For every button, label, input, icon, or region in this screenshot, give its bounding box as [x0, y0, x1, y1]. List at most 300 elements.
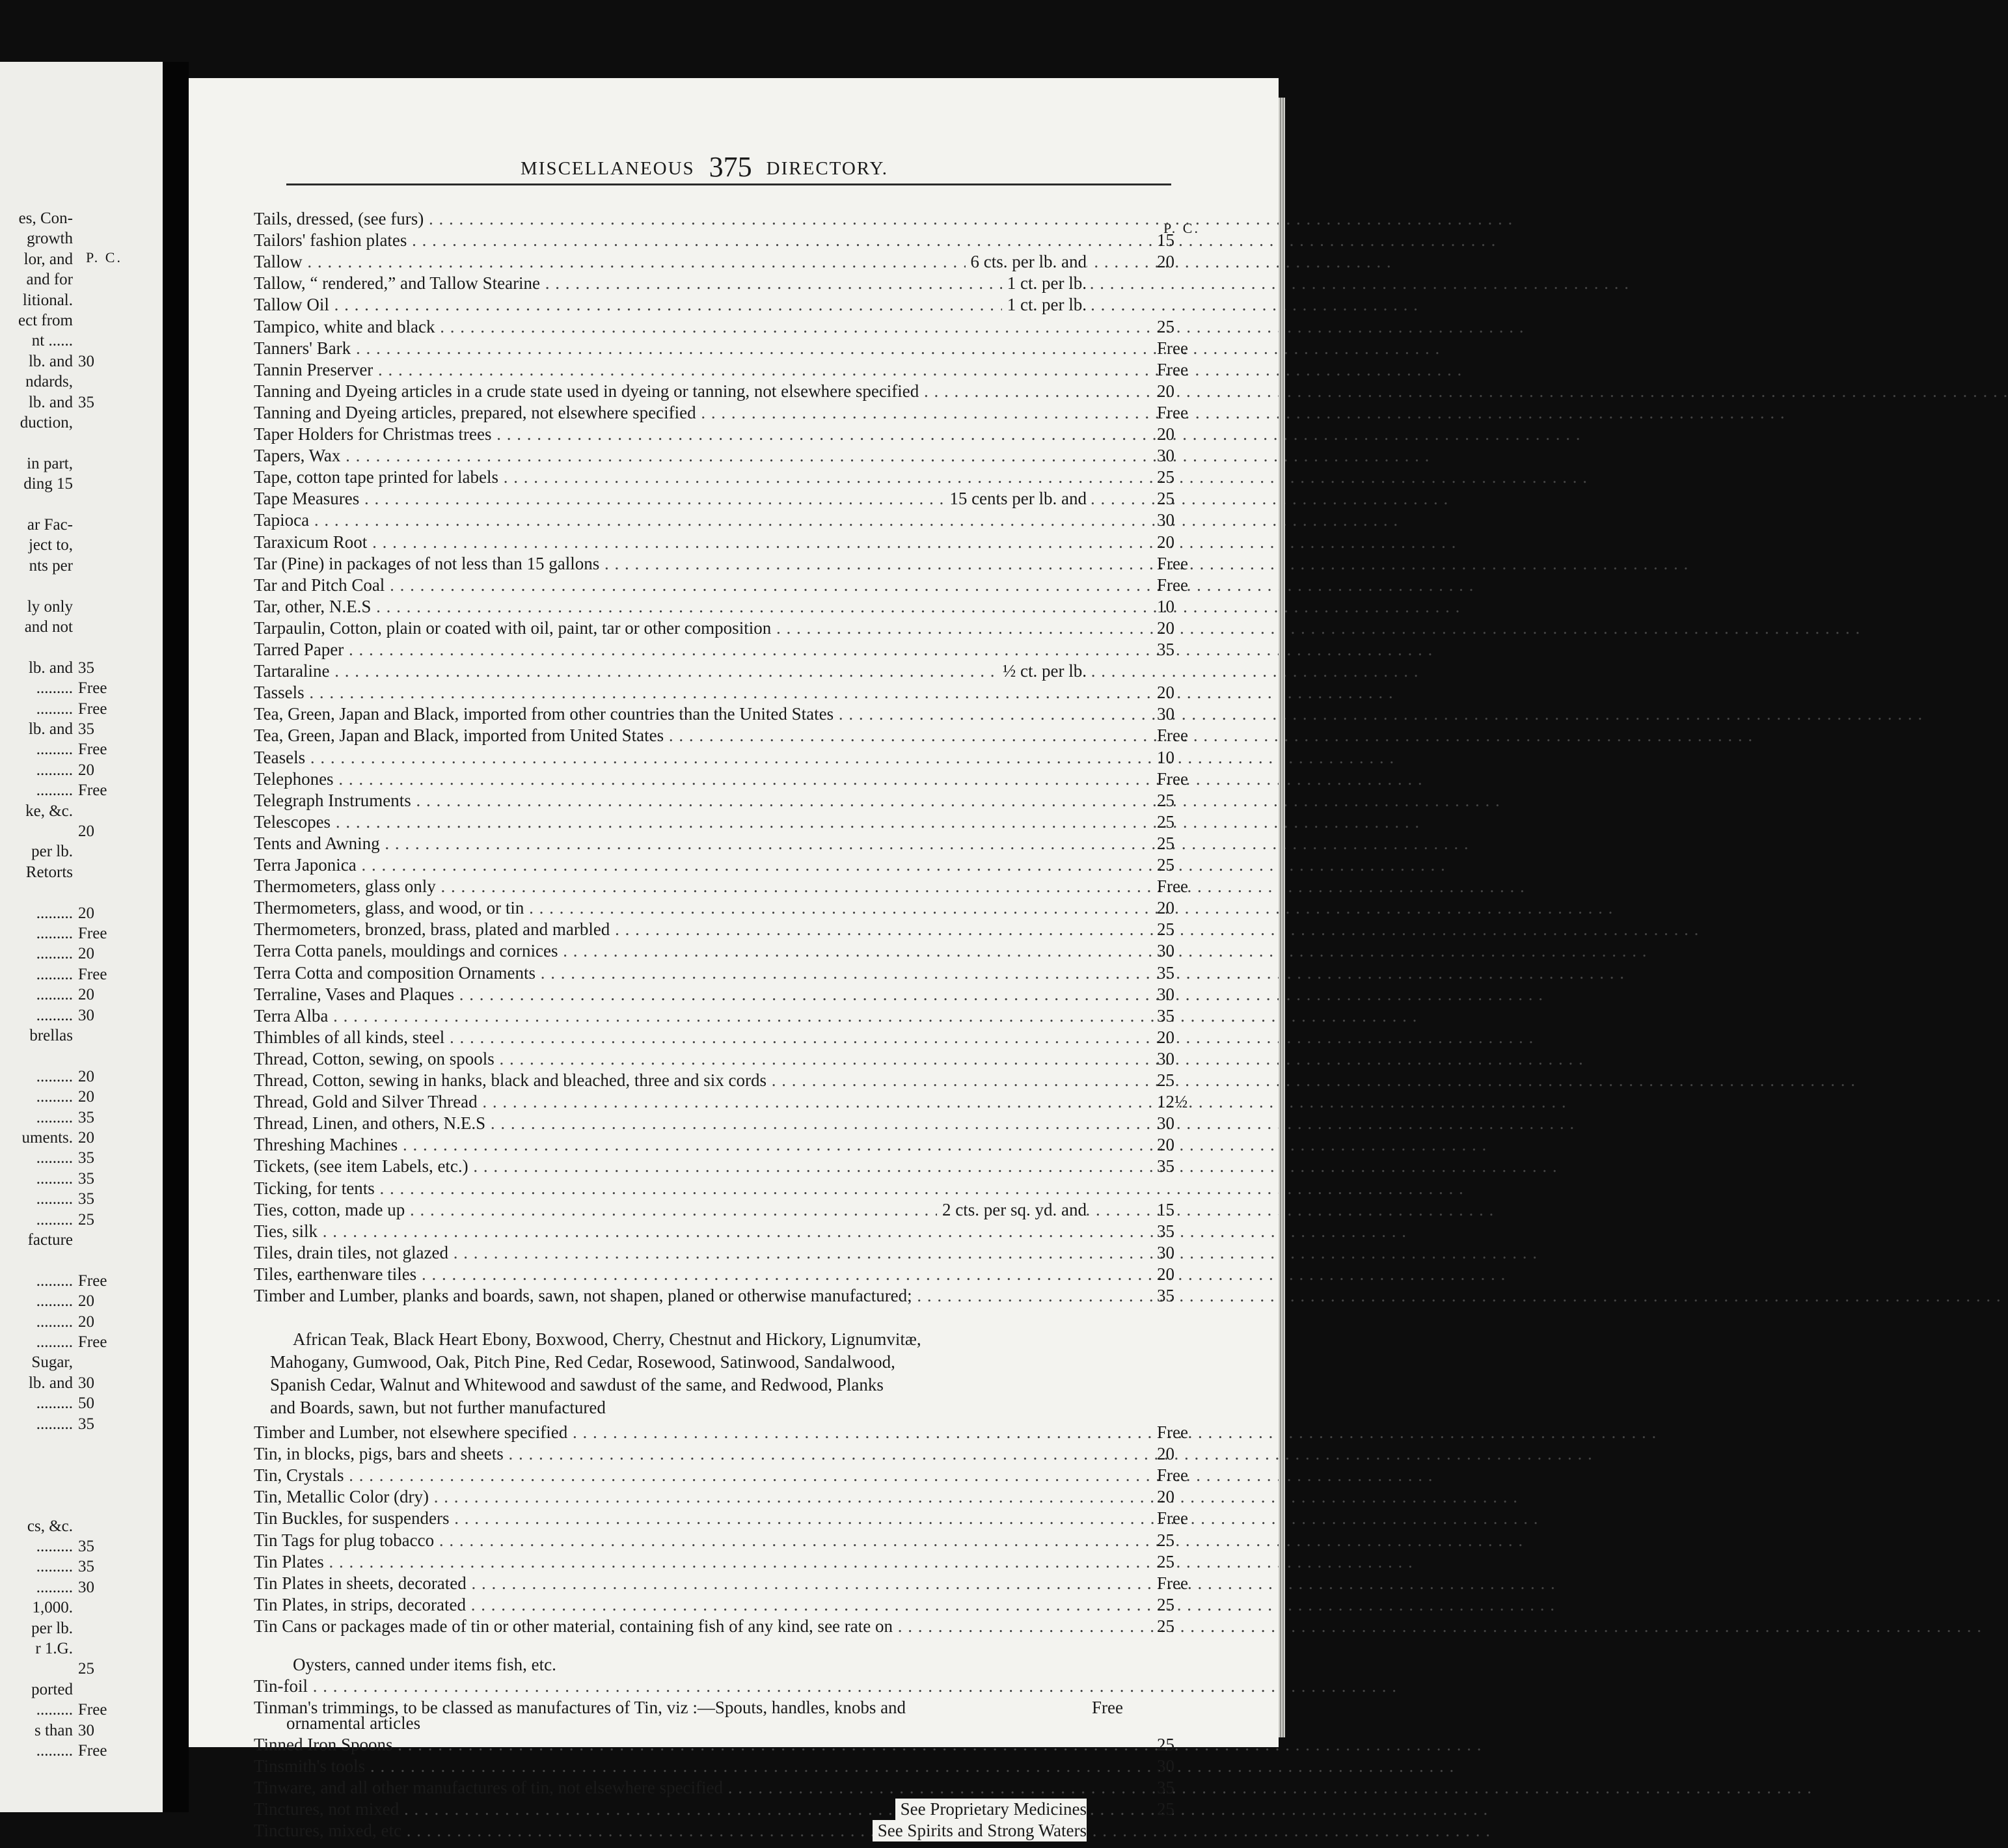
left-page-line — [0, 1720, 163, 1741]
left-line-rate: 50 — [78, 1394, 94, 1413]
left-line-text: ke, &c. — [25, 802, 73, 820]
row-label: Tiles, earthenware tiles . . . — [254, 1264, 1087, 1285]
tariff-row — [254, 596, 1178, 618]
left-page-line — [0, 433, 163, 454]
left-page-line — [0, 249, 163, 270]
row-label: Tin, Metallic Color (dry) . . . — [254, 1486, 1087, 1508]
row-label: Tinctures, mixed, etc . . . — [254, 1820, 1087, 1841]
row-rate: 20 — [1157, 1444, 1174, 1464]
row-label: Tallow Oil . . . — [254, 294, 1087, 316]
row-label: Tailors' fashion plates . . . — [254, 230, 1087, 251]
left-page-line — [0, 964, 163, 985]
left-line-text: ......... — [36, 1701, 73, 1719]
left-line-text: growth — [27, 230, 73, 248]
tariff-row — [254, 1573, 1188, 1594]
row-label: Threshing Machines . . . — [254, 1134, 1087, 1156]
row-label: Tampico, white and black . . . — [254, 316, 1087, 338]
left-line-rate: 35 — [78, 1149, 94, 1167]
left-line-text: ly only — [27, 597, 73, 616]
tariff-row — [254, 1048, 1178, 1070]
row-label: Taper Holders for Christmas trees . . . — [254, 424, 1087, 445]
tariff-row — [254, 467, 1178, 488]
row-rate: 30 — [1157, 704, 1174, 724]
left-line-text: ......... — [36, 741, 73, 759]
row-specific-duty: ½ ct. per lb. — [997, 660, 1087, 682]
tariff-row — [254, 488, 1178, 510]
left-page-line — [0, 801, 163, 822]
row-label: Tanning and Dyeing articles, prepared, not elsewhere specified . . . — [254, 402, 1087, 424]
tariff-row — [254, 876, 1188, 897]
row-specific-duty: See Spirits and Strong Waters — [873, 1820, 1087, 1841]
row-rate: Free — [1157, 1422, 1188, 1442]
tariff-row — [254, 1616, 1178, 1637]
timber-continuation-line: Mahogany, Gumwood, Oak, Pitch Pine, Red Cedar, Rosewood, Satinwood, Sandalwood, — [270, 1352, 895, 1372]
left-page-line — [0, 1332, 163, 1353]
left-line-text: ......... — [36, 1210, 73, 1229]
tariff-row — [254, 833, 1178, 854]
left-page-line — [0, 1128, 163, 1148]
left-line-rate: Free — [78, 679, 107, 698]
row-rate: 35 — [1157, 1156, 1174, 1176]
left-line-rate: 20 — [78, 1312, 94, 1331]
tariff-row — [254, 359, 1188, 381]
row-label: Tinware, and all other manufactures of tin, not elsewhere specified . . . — [254, 1777, 1087, 1799]
tariff-row — [254, 682, 1178, 703]
left-line-rate: 30 — [78, 1721, 94, 1739]
row-label: Thread, Cotton, sewing in hanks, black and bleached, three and six cords . . . — [254, 1070, 1087, 1091]
left-line-rate: 25 — [78, 1660, 94, 1678]
left-page-line — [0, 1169, 163, 1189]
row-label: Tar and Pitch Coal . . . — [254, 575, 1087, 596]
left-page-line — [0, 1659, 163, 1679]
header-rule — [286, 183, 1171, 185]
row-rate: 25 — [1157, 1735, 1174, 1754]
left-line-rate: 25 — [78, 1210, 94, 1229]
left-line-rate: 30 — [78, 1006, 94, 1024]
left-line-rate: 20 — [78, 1067, 94, 1085]
tariff-row — [254, 316, 1178, 338]
tariff-row — [254, 402, 1188, 424]
tariff-row — [254, 1134, 1178, 1156]
row-rate: 35 — [1157, 1005, 1174, 1026]
row-label: Tinned Iron Spoons . . . — [254, 1734, 1087, 1756]
row-rate: 25 — [1157, 1551, 1174, 1571]
left-page-line — [0, 1271, 163, 1292]
left-line-text: ar Fac- — [27, 516, 73, 534]
row-rate: 30 — [1157, 446, 1174, 466]
left-page-line — [0, 699, 163, 720]
row-label: Tassels . . . — [254, 682, 1087, 703]
tariff-row — [254, 639, 1178, 660]
left-line-text: duction, — [20, 414, 73, 431]
row-rate: 20 — [1157, 898, 1174, 918]
page-375 — [189, 78, 1279, 1841]
row-label: Tin Plates . . . — [254, 1551, 1087, 1573]
row-label: Tanners' Bark . . . — [254, 338, 1087, 359]
left-line-text: ......... — [36, 1149, 73, 1167]
row-rate: 20 — [1157, 1264, 1174, 1284]
tariff-row — [254, 1027, 1178, 1048]
row-rate: 25 — [1157, 919, 1174, 940]
row-label: Tin Plates, in strips, decorated . . . — [254, 1594, 1087, 1616]
tariff-row — [254, 424, 1178, 445]
left-line-text: ......... — [36, 1558, 73, 1576]
tariff-row — [254, 381, 1178, 402]
row-rate: Free — [1157, 402, 1188, 422]
left-page-line — [0, 1577, 163, 1598]
left-page-line — [0, 1536, 163, 1557]
tariff-row — [254, 208, 1178, 230]
tariff-row — [254, 984, 1178, 1005]
left-line-rate: 20 — [78, 986, 94, 1004]
left-page-line — [0, 1352, 163, 1373]
row-rate: 20 — [1157, 381, 1174, 401]
row-label: Tartaraline . . . — [254, 660, 1087, 682]
left-page-line — [0, 331, 163, 351]
row-rate: 35 — [1157, 962, 1174, 983]
row-rate: 35 — [1157, 1221, 1174, 1241]
row-rate: 30 — [1157, 984, 1174, 1004]
left-page-line — [0, 1434, 163, 1455]
left-page-line — [0, 515, 163, 536]
row-specific-duty: See Proprietary Medicines — [895, 1799, 1087, 1820]
left-line-text: ......... — [36, 1394, 73, 1413]
tariff-row — [254, 1594, 1178, 1616]
left-line-rate: 35 — [78, 1415, 94, 1433]
left-line-text: ported — [31, 1680, 73, 1698]
row-specific-duty: 2 cts. per sq. yd. and — [937, 1199, 1087, 1221]
tariff-row — [254, 1551, 1178, 1573]
left-page-line — [0, 1618, 163, 1639]
left-line-text: lb. and — [28, 720, 73, 738]
row-rate: 30 — [1157, 1113, 1174, 1134]
row-rate: 25 — [1157, 1530, 1174, 1550]
left-page-line — [0, 944, 163, 964]
left-line-rate: 20 — [78, 1088, 94, 1106]
left-page-line — [0, 1597, 163, 1618]
tariff-row — [254, 445, 1178, 467]
row-rate: 10 — [1157, 596, 1174, 616]
left-line-text: nts per — [29, 556, 73, 575]
tariff-row — [254, 251, 1178, 273]
left-line-text: ......... — [36, 1292, 73, 1311]
left-page-line — [0, 351, 163, 372]
tariff-row — [254, 790, 1178, 811]
left-line-text: nt ...... — [31, 332, 73, 350]
row-label: Tarpaulin, Cotton, plain or coated with oil, paint, tar or other composition . . . — [254, 618, 1087, 639]
left-line-text: lb. and — [28, 1374, 73, 1392]
row-label: Timber and Lumber, not elsewhere specified . . . — [254, 1422, 1087, 1443]
row-rate: 25 — [1157, 489, 1174, 509]
left-page-line — [0, 821, 163, 842]
left-line-rate: 20 — [78, 904, 94, 922]
row-rate: 35 — [1157, 1778, 1174, 1798]
left-page-line — [0, 1373, 163, 1394]
tariff-row-tinfoil — [254, 1676, 1178, 1697]
row-rate: 10 — [1157, 747, 1174, 767]
timber-continuation-line: and Boards, sawn, but not further manufactured — [270, 1398, 606, 1417]
header-left-word: MISCELLANEOUS — [521, 158, 695, 179]
left-page-line — [0, 392, 163, 413]
left-page-line — [0, 535, 163, 556]
left-page-line — [0, 923, 163, 944]
tariff-row — [254, 1264, 1178, 1285]
left-page-line — [0, 1046, 163, 1067]
left-page-line — [0, 1454, 163, 1475]
row-label: Tinsmith's tools . . . — [254, 1756, 1087, 1777]
row-rate: Free — [1157, 768, 1188, 789]
left-page-line — [0, 1005, 163, 1026]
row-specific-duty: 1 ct. per lb. — [1002, 273, 1087, 294]
left-line-rate: 20 — [78, 1292, 94, 1311]
tariff-row — [254, 1486, 1178, 1508]
row-rate: Free — [1157, 726, 1188, 746]
tariff-row — [254, 660, 1178, 682]
left-line-rate: 30 — [78, 1578, 94, 1596]
left-line-text: ......... — [36, 904, 73, 922]
row-specific-duty: 1 ct. per lb. — [1002, 294, 1087, 316]
left-page-line — [0, 780, 163, 801]
left-page-line — [0, 1741, 163, 1761]
tariff-row — [254, 919, 1178, 940]
tariff-row — [254, 338, 1188, 359]
row-rate: 20 — [1157, 683, 1174, 703]
row-rate: Free — [1157, 553, 1188, 573]
row-label: Ticking, for tents . . . — [254, 1178, 1087, 1199]
left-page-line — [0, 1230, 163, 1251]
row-label: Telephones . . . — [254, 768, 1087, 790]
row-rate: Free — [1157, 359, 1188, 379]
left-page-line — [0, 882, 163, 903]
row-rate: Free — [1157, 1573, 1188, 1593]
tariff-row — [254, 1242, 1178, 1264]
tinman-line-1: Tinman's trimmings, to be classed as manufactures of Tin, viz :—Spouts, handles, knobs and — [254, 1698, 906, 1717]
left-page-line — [0, 310, 163, 331]
left-page-line — [0, 1210, 163, 1230]
left-page-line — [0, 1414, 163, 1435]
left-line-rate: Free — [78, 1333, 107, 1351]
left-page-line — [0, 474, 163, 495]
left-line-text: ding 15 — [23, 475, 73, 493]
left-line-text: ......... — [36, 781, 73, 800]
row-label: Tails, dressed, (see furs) . . . — [254, 208, 1087, 230]
row-label: Teasels . . . — [254, 747, 1087, 768]
left-page-line — [0, 658, 163, 679]
row-label: Tin Tags for plug tobacco . . . — [254, 1530, 1087, 1551]
row-rate: 25 — [1157, 1594, 1174, 1614]
book-gutter — [163, 62, 189, 1812]
row-rate: 20 — [1157, 424, 1174, 444]
row-rate: 30 — [1157, 510, 1174, 530]
left-page-line — [0, 208, 163, 229]
row-label: Tapioca . . . — [254, 510, 1087, 531]
tariff-row — [254, 897, 1178, 919]
left-line-rate: 20 — [78, 761, 94, 779]
left-line-rate: 35 — [78, 393, 94, 411]
row-label: Tea, Green, Japan and Black, imported from United States . . . — [254, 725, 1087, 746]
left-line-rate: Free — [78, 1701, 107, 1719]
tariff-row — [254, 1508, 1188, 1529]
left-line-text: ject to, — [28, 536, 73, 554]
left-page-line — [0, 413, 163, 433]
row-label: Terra Cotta panels, mouldings and cornices . . . — [254, 940, 1087, 962]
tariff-row — [254, 575, 1188, 596]
left-line-text: ......... — [36, 1578, 73, 1596]
left-page-fragment — [0, 62, 163, 1812]
left-line-rate: 20 — [78, 945, 94, 963]
left-line-text: ......... — [36, 965, 73, 983]
row-label: Terraline, Vases and Plaques . . . — [254, 984, 1087, 1005]
row-label: Taraxicum Root . . . — [254, 532, 1087, 553]
left-line-text: Retorts — [25, 863, 73, 881]
tariff-row — [254, 1005, 1178, 1027]
tariff-row — [254, 1756, 1178, 1777]
left-page-line — [0, 454, 163, 474]
row-rate: Free — [1157, 1508, 1188, 1529]
left-page-line — [0, 1700, 163, 1720]
tariff-row — [254, 703, 1178, 725]
tariff-row — [254, 854, 1178, 876]
row-label: Tar, other, N.E.S . . . — [254, 596, 1087, 618]
left-page-line — [0, 637, 163, 658]
left-page-line — [0, 1495, 163, 1516]
row-label: Tallow, “ rendered,” and Tallow Stearine . . . — [254, 273, 1087, 294]
tariff-row — [254, 962, 1178, 984]
page-header — [521, 148, 888, 182]
row-label: Thermometers, glass, and wood, or tin . . . — [254, 897, 1087, 919]
tariff-row — [254, 1178, 1178, 1199]
row-label: Terra Cotta and composition Ornaments . . . — [254, 962, 1087, 984]
left-page-line — [0, 985, 163, 1005]
tariff-row — [254, 1113, 1178, 1134]
row-label: Tape Measures . . . — [254, 488, 1087, 510]
left-page-line — [0, 597, 163, 618]
tariff-row — [254, 510, 1178, 531]
row-label: Tea, Green, Japan and Black, imported from other countries than the United States . . . — [254, 703, 1087, 725]
left-line-text: es, Con- — [18, 210, 73, 227]
tariff-row — [254, 1422, 1188, 1443]
left-line-rate: 35 — [78, 1190, 94, 1208]
timber-continuation-line: African Teak, Black Heart Ebony, Boxwood, Cherry, Chestnut and Hickory, Lignumvitæ, — [293, 1329, 921, 1349]
row-rate: Free — [1157, 876, 1188, 897]
row-rate: 20 — [1157, 1135, 1174, 1155]
left-line-text: lb. and — [28, 352, 73, 370]
left-page-line — [0, 556, 163, 577]
left-line-rate: 35 — [78, 1169, 94, 1188]
row-rate: 25 — [1157, 1799, 1174, 1819]
left-page-line — [0, 1087, 163, 1107]
row-label: Terra Alba . . . — [254, 1005, 1087, 1027]
left-page-line — [0, 1679, 163, 1700]
left-page-line — [0, 1475, 163, 1496]
header-right-word: DIRECTORY. — [766, 158, 889, 179]
row-rate: 35 — [1157, 1286, 1174, 1305]
row-rate: 25 — [1157, 811, 1174, 832]
row-label: Tents and Awning . . . — [254, 833, 1087, 854]
row-rate: 30 — [1157, 941, 1174, 961]
row-rate: 25 — [1157, 790, 1174, 810]
row-rate: 15 — [1157, 230, 1174, 251]
tinman-rate: Free — [1092, 1698, 1123, 1717]
tariff-row — [254, 553, 1188, 575]
tariff-row — [254, 1091, 1188, 1113]
row-label: Telescopes . . . — [254, 811, 1087, 833]
left-line-rate: Free — [78, 965, 107, 983]
left-line-rate: 20 — [78, 822, 94, 840]
tariff-row — [254, 273, 1178, 294]
left-page-line — [0, 495, 163, 515]
row-rate: 15 — [1157, 1199, 1174, 1219]
left-line-text: lb. and — [28, 659, 73, 677]
left-line-text: litional. — [22, 291, 73, 309]
tariff-row — [254, 940, 1178, 962]
left-line-text: ect from — [18, 312, 73, 329]
left-page-line — [0, 576, 163, 597]
row-label: Thread, Gold and Silver Thread . . . — [254, 1091, 1087, 1113]
row-label: Tarred Paper . . . — [254, 639, 1087, 660]
left-line-rate: 30 — [78, 1374, 94, 1392]
tariff-row — [254, 230, 1178, 251]
left-line-text: ......... — [36, 1067, 73, 1085]
left-line-text: and for — [26, 271, 73, 289]
tariff-row — [254, 294, 1178, 316]
left-line-rate: Free — [78, 700, 107, 718]
tariff-row — [254, 1820, 1178, 1841]
row-label: Tin Cans or packages made of tin or other material, containing fish of any kind, see rate on . . . — [254, 1616, 1087, 1637]
left-page-line — [0, 841, 163, 862]
left-line-text: per lb. — [31, 1619, 73, 1637]
left-line-text: cs, &c. — [27, 1517, 73, 1535]
row-rate: 20 — [1157, 618, 1174, 638]
row-label: Tape, cotton tape printed for labels . . . — [254, 467, 1087, 488]
tariff-row — [254, 618, 1178, 639]
left-line-text: ......... — [36, 1742, 73, 1760]
left-page-line — [0, 760, 163, 781]
row-label: Thermometers, glass only . . . — [254, 876, 1087, 897]
row-rate: 35 — [1157, 640, 1174, 659]
left-line-rate: Free — [78, 741, 107, 759]
row-label: Tin Buckles, for suspenders . . . — [254, 1508, 1087, 1529]
left-line-text: ......... — [36, 1169, 73, 1188]
left-page-line — [0, 1516, 163, 1537]
row-rate: 12½ — [1157, 1092, 1188, 1112]
left-line-text: ......... — [36, 1271, 73, 1290]
row-specific-duty: 6 cts. per lb. and — [966, 251, 1087, 273]
row-label: Ties, silk . . . — [254, 1221, 1087, 1242]
row-label: Thimbles of all kinds, steel . . . — [254, 1027, 1087, 1048]
row-rate: 20 — [1157, 532, 1174, 552]
left-line-text: per lb. — [31, 843, 73, 861]
tariff-row — [254, 768, 1188, 790]
left-line-text: facture — [27, 1231, 73, 1249]
left-line-text: uments. — [21, 1129, 73, 1147]
row-label: Thermometers, bronzed, brass, plated and marbled . . . — [254, 919, 1087, 940]
row-label: Tapers, Wax . . . — [254, 445, 1087, 467]
row-rate: 25 — [1157, 467, 1174, 487]
left-line-text: ......... — [36, 679, 73, 698]
left-page-line — [0, 290, 163, 311]
left-line-text: ......... — [36, 1538, 73, 1555]
left-line-text: lor, and — [23, 250, 73, 268]
tariff-row — [254, 1530, 1178, 1551]
left-line-rate: Free — [78, 1271, 107, 1290]
left-line-text: Sugar, — [31, 1353, 73, 1372]
tariff-row — [254, 1443, 1178, 1465]
tinman-line-2: ornamental articles — [286, 1713, 421, 1733]
tariff-row — [254, 1777, 1178, 1799]
left-line-text: ......... — [36, 1333, 73, 1351]
tariff-row — [254, 725, 1188, 746]
